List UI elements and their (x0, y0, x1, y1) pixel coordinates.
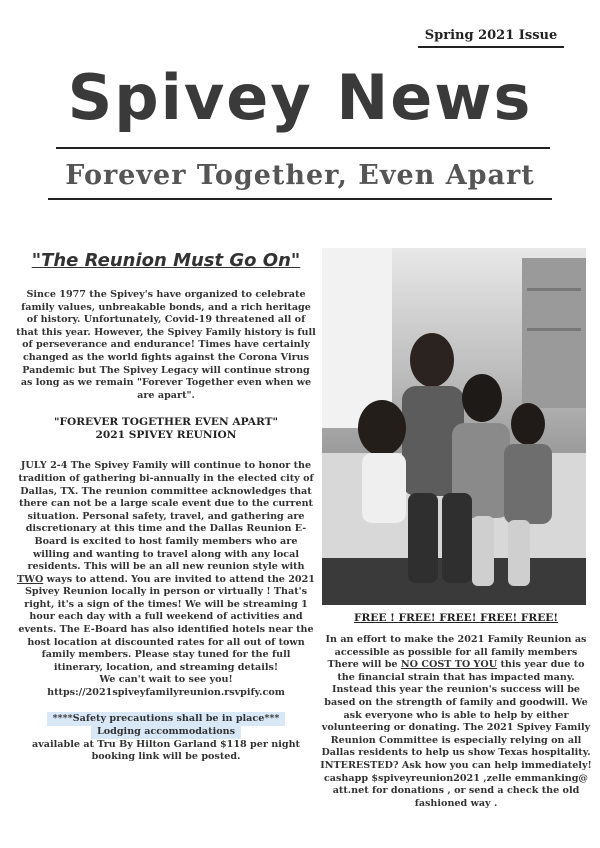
tagline: Forever Together, Even Apart (65, 160, 535, 191)
title-divider (56, 147, 550, 149)
closing-line: We can't wait to see you! (99, 674, 233, 686)
no-cost-emphasis: NO COST TO YOU (400, 659, 498, 671)
free-text-b: this year due to the financial strain that has impacted many. Instead this year the reunion's success will be based on the strength of family and goodwill. We ask everyone who is able to help by either volunteering or donating. The 2021 Spivey Family Reunion Committee is especially relying on all Dallas residents to help us show Texas hospitality. INTERESTED? Ask how you can help immediately! cashapp $spiveyreunion2021 ,zelle emmanking@ att.net for donations , or send a check the old fashioned way . (320, 659, 592, 809)
tagline-divider (48, 198, 552, 200)
issue-label: Spring 2021 Issue (418, 28, 564, 48)
two-emphasis: TWO (17, 573, 44, 585)
intro-paragraph: Since 1977 the Spivey's have organized to celebrate family values, unbreakable bonds, and a rich heritage of history. Unfortunately, Covid-19 threatened all of that this year. However, the Spivey Family history is full of perseverance and endurance! Times have certainly changed as the world fights against the Corona Virus Pandemic but The Spivey Legacy will continue strong as long as we remain "Forever Together even when we are apart". (16, 289, 316, 401)
newsletter-title: Spivey News (67, 61, 533, 134)
free-heading: FREE ! FREE! FREE! FREE! FREE! (353, 612, 559, 624)
free-paragraph (318, 634, 594, 810)
rsvp-link[interactable]: https://2021spiveyfamilyreunion.rsvpify.com (47, 687, 285, 699)
safety-notice: ****Safety precautions shall be in place*** (47, 712, 286, 727)
right-column (318, 612, 594, 810)
family-photo-image (322, 248, 586, 605)
details-text-a: JULY 2-4 The Spivey Family will continue to honor the tradition of gathering bi-annually in the elected city of Dallas, TX. The reunion committee acknowledges that there can not be a large scale event due to the current situation. Personal safety, travel, and gathering are discretionary at this time and the Dallas Reunion E-Board is excited to host family members who are willing and wanting to travel along with any local residents. This will be an all new reunion style with (18, 460, 314, 573)
lodging-notice (16, 712, 316, 764)
lodging-heading: Lodging accommodations (91, 726, 241, 739)
article-heading: "The Reunion Must Go On" (31, 250, 301, 271)
left-column (16, 250, 316, 764)
family-photo (322, 248, 586, 605)
details-text-b: ways to attend. You are invited to attend the 2021 Spivey Reunion locally in person or virtually ! That's right, it's a sign of the times! We will be streaming 1 hour each day with a full weekend of activities and events. The E-Board has also identified hotels near the host location at discounted rates for all out of town family members. Please stay tuned for the full itinerary, location, and streaming details! (18, 573, 315, 673)
subheading-line-1: "FOREVER TOGETHER EVEN APART" (53, 416, 279, 429)
lodging-detail: available at Tru By Hilton Garland $118 per night booking link will be posted. (32, 738, 300, 763)
reunion-subheading (16, 416, 316, 442)
reunion-details-paragraph (16, 460, 316, 699)
subheading-line-2: 2021 SPIVEY REUNION (95, 429, 237, 442)
free-text-a: In an effort to make the 2021 Family Reunion as accessible as possible for all family members There will be (325, 634, 587, 671)
